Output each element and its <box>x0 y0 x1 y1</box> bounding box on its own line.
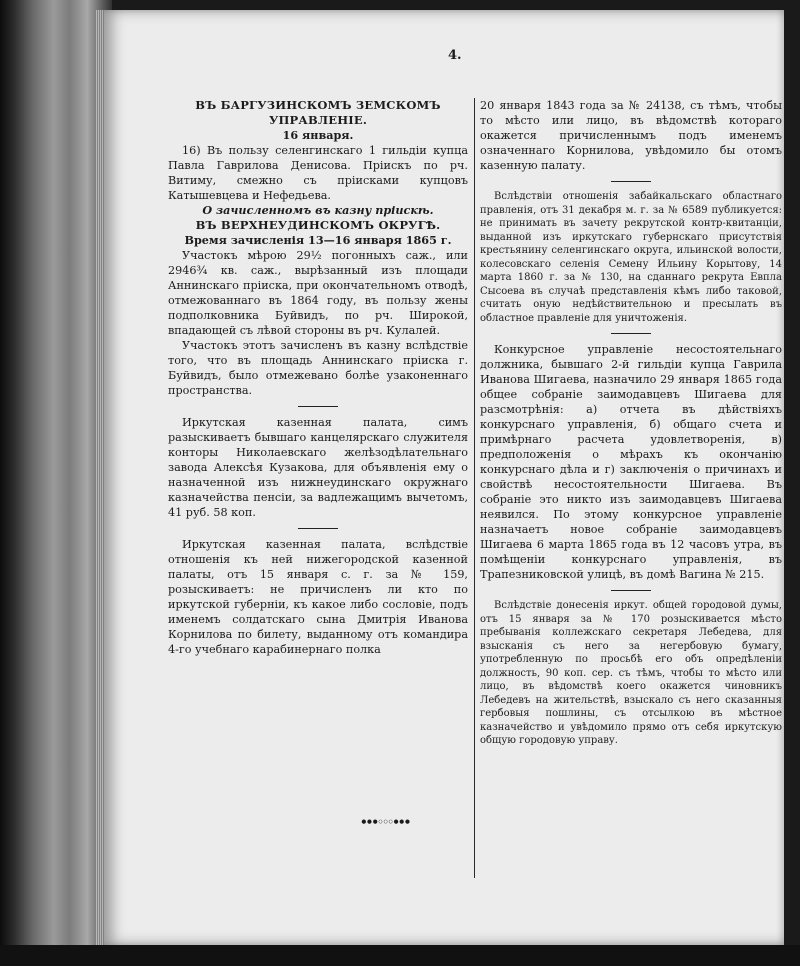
left-para4: Иркутская казенная палата, вслѣдствіе отношенія къ ней нижегородской казенной палаты, отъ 15 января с. г. за № 159, розыскиваетъ: не причисленъ ли кто по иркутской губерніи, къ какое либо сословіе, подъ именемъ солдатскаго сына Дмитрія Иванова Корнилова по билету, выданному отъ командира 4-го учебнаго карабинернаго полка <box>168 538 468 656</box>
italic-heading: О зачисленномъ въ казну пріискѣ. <box>202 203 434 217</box>
separator-dash <box>298 406 338 407</box>
separator-dash <box>611 181 651 182</box>
left-para3: Иркутская казенная палата, симъ разыскиваетъ бывшаго канцелярскаго служителя конторы Николаевскаго желѣзодѣлательнаго завода Алексѣя Кузакова, для объявленія ему о назначенной изъ нижнеудинскаго окружнаго казначейства пенсіи, за вадлежащимъ вычетомъ, 41 руб. 58 коп. <box>168 416 468 519</box>
section2-para1: Участокъ мѣрою 29½ погонныхъ саж., или 2946¾ кв. саж., вырѣзанный изъ площади Аннинскаго пріиска, при окончательномъ отводѣ, отмежованнаго въ 1864 году, въ пользу жены подполковника Буйвидъ, по рч. Широкой, впадающей съ лѣвой стороны въ рч. Кулалей. <box>168 249 468 337</box>
separator-dash <box>611 590 651 591</box>
right-column <box>480 98 782 748</box>
left-column <box>168 98 468 657</box>
section2-heading: ВЪ ВЕРХНЕУДИНСКОМЪ ОКРУГѢ. <box>195 218 441 232</box>
section1-date: 16 января. <box>282 128 354 142</box>
separator-dash <box>298 528 338 529</box>
section1-heading: ВЪ БАРГУЗИНСКОМЪ ЗЕМСКОМЪ УПРАВЛЕНІЕ. <box>195 98 441 127</box>
bottom-shadow <box>0 945 800 966</box>
section2-para2: Участокъ этотъ зачисленъ въ казну вслѣдствіе того, что въ площадь Аннинскаго пріиска г. Буйвидъ, было отмежевано болѣе узаконеннаго пространства. <box>168 339 468 397</box>
right-para2: Вслѣдствіи отношенія забайкальскаго областнаго правленія, отъ 31 декабря м. г. за № 6589 публикуется: не принимать въ зачету рекрутской контр-квитанціи, выданной изъ иркутскаго губернскаго присутствія крестьянину селенгинскаго округа, ильинской волости, колесовскаго селенія Семену Ильину Корытову, 14 марта 1860 г. за № 130, на сданнаго рекрута Евпла Сысоева въ случаѣ представленія кѣмъ либо таковой, считать оную недѣйствительною и пресылать въ областное правленіе для уничтоженія. <box>480 191 782 324</box>
right-para4: Вслѣдствіе донесенія иркут. общей городовой думы, отъ 15 января за № 170 розыскивается мѣсто пребыванія коллежскаго секретаря Лебедева, для взысканія съ него за негербовую бумагу, употребленную по просьбѣ его объ опредѣленіи должность, 90 коп. сер. съ тѣмъ, чтобы то мѣсто или лицо, въ вѣдомствѣ коего окажется чиновникъ Лебедевъ на жительствѣ, взыскало съ него сказанныя гербовыя пошлины, съ отсылкою въ мѣстное казначейство и увѣдомило прямо отъ себя иркутскую общую городовую управу. <box>480 600 782 746</box>
section1-entry: 16) Въ пользу селенгинскаго 1 гильдіи купца Павла Гавриловa Денисова. Пріискъ по рч. Витиму, смежно съ пріисками купцовъ Катышевцева и Нефедьева. <box>168 144 468 202</box>
right-para3: Конкурсное управленіе несостоятельнаго должника, бывшаго 2-й гильдіи купца Гаврила Иванова Шигаева, назначило 29 января 1865 года общее собраніе заимодавцевъ Шигаева для разсмотрѣнія: а) отчета въ дѣйствіяхъ конкурснаго управленія, б) общаго счета и примѣрнаго расчета удовлетворенія, в) предположенія о мѣрахъ къ окончанію конкурснаго дѣла и г) заключенія о причинахъ и свойствѣ несостоятельности Шигаева. Въ собраніе это никто изъ заимодавцевъ Шигаева неявился. По этому конкурсное управленіе назначаетъ новое собраніе заимодавцевъ Шигаева 6 марта 1865 года въ 12 часовъ утра, въ помѣщеніи конкурснаго управленія, въ Трапезниковской улицѣ, въ домѣ Вагина № 215. <box>480 343 782 581</box>
page-number: 4. <box>448 48 462 63</box>
ornament-rule: •••◦◦◦••• <box>360 815 410 829</box>
separator-dash <box>611 333 651 334</box>
section2-time: Время зачисленія 13—16 января 1865 г. <box>184 233 452 247</box>
right-para1: 20 января 1843 года за № 24138, съ тѣмъ, чтобы то мѣсто или лицо, въ вѣдомствѣ котораго окажется причисленнымъ подъ именемъ означеннаго Корнилова, увѣдомило бы отомъ казенную палату. <box>480 99 782 172</box>
column-rule <box>474 98 475 878</box>
